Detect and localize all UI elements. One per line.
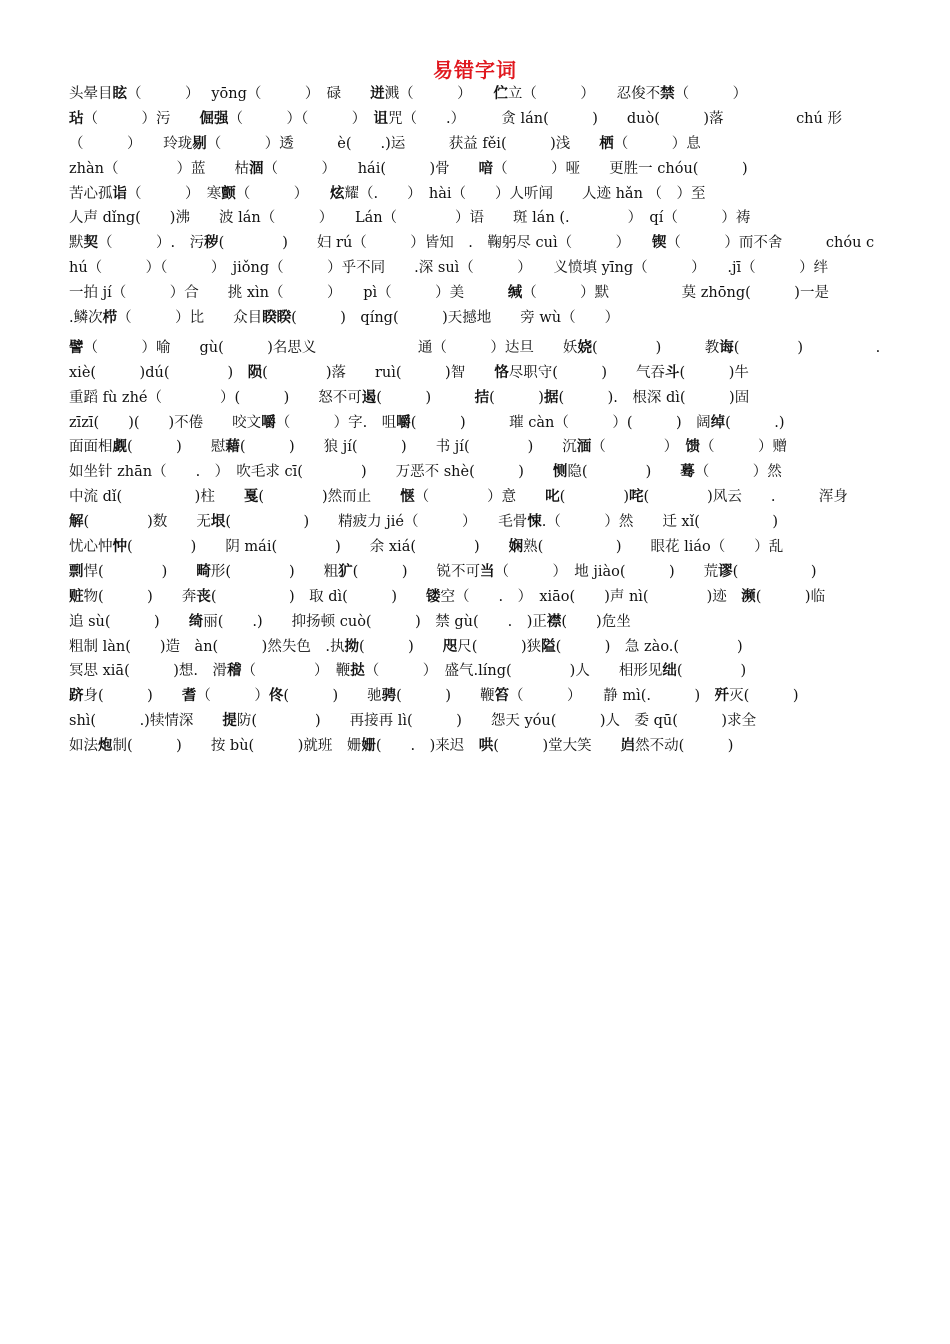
target-character: 缄	[507, 285, 523, 302]
word-line: 默契（ ）. 污秽( ) 妇 rú（ ）皆知 . 鞠躬尽 cuì（ ） 锲（ ）而不舍 chóu c	[69, 235, 875, 252]
word-line: 面面相觑( ) 慰藉( ) 狼 jí( ) 书 jí( ) 沉湎（ ） 馈（ ）赠	[69, 439, 788, 456]
target-character: 畸	[196, 563, 211, 580]
target-character: 秽	[204, 235, 219, 252]
target-character: 耆	[181, 688, 197, 705]
word-line: shì( .)犊情深 提防( ) 再接再 lì( ) 怨天 yóu( )人 委 qū( )求全	[69, 713, 757, 730]
target-character: 忡	[112, 539, 127, 556]
word-list	[69, 82, 905, 759]
target-character: 譬	[69, 339, 84, 356]
target-character: 契	[83, 235, 98, 252]
target-character: 伫	[493, 86, 508, 102]
target-character: 颤	[221, 185, 236, 202]
target-character: 拮	[474, 389, 490, 406]
target-character: 犷	[338, 563, 353, 580]
target-character: 玷	[69, 110, 84, 127]
word-line: 人声 dǐng( )沸 波 lán（ ） Lán（ ）语 斑 lán (. ） qí（ ）祷	[69, 210, 751, 227]
target-character: 解	[69, 514, 84, 531]
word-line: 如坐针 zhān（ . ） 吹毛求 cī( ) 万恶不 shè( ) 恻隐( ) 蓦（ ）然	[69, 464, 782, 481]
target-character: 岿	[620, 738, 636, 755]
target-character: 馈	[685, 439, 701, 456]
target-character: 拗	[344, 638, 359, 655]
word-line: xiè( )dú( ) 陨( )落 ruì( )智 恪尽职守( ) 气吞斗( )牛	[69, 364, 749, 381]
target-character: 当	[479, 563, 495, 580]
target-character: 跻	[69, 688, 84, 705]
target-character: 睽睽	[262, 310, 292, 327]
target-character: 叱	[545, 489, 560, 506]
target-character: 咫	[442, 638, 458, 655]
word-line: hú（ ）（ ） jiǒng（ ）乎不同 .深 suì（ ） 义愤填 yīng（ ） .jī（ ）绊	[69, 260, 829, 277]
word-line: 赃物( ) 奔丧( ) 取 dì( ) 镂空（ . ） xiāo( )声 nì( )迹 濒( )临	[69, 588, 826, 605]
word-line: .鳞次栉（ ）比 众目睽睽( ) qíng( )天撼地 旁 wù（ ）	[69, 310, 620, 327]
target-character: 诲	[719, 339, 734, 356]
word-line: 粗制 làn( )造 àn( )然失色 .执拗( ) 咫尺( )狭隘( ) 急 zào.( )	[69, 638, 743, 655]
target-character: 骋	[381, 688, 397, 705]
target-character: 嚼	[396, 414, 411, 431]
word-line: 重蹈 fù zhé（ ）( ) 怒不可遏( ) 拮( )据( ). 根深 dì( )固	[69, 389, 750, 406]
target-character: 濒	[741, 588, 756, 605]
target-character: 剔	[192, 135, 207, 152]
word-line: 玷（ ）污 倔强（ ）（ ） 诅咒（ .） 贪 lán( ) duò( )落 chú 形	[69, 110, 842, 127]
target-character: 眩	[112, 86, 127, 102]
target-character: 丧	[196, 588, 211, 605]
target-character: 提	[222, 713, 237, 730]
target-character: 诅	[373, 110, 388, 127]
word-line: 头晕目眩（ ） yōng（ ） 碌 迸溅（ ） 伫立（ ） 忍俊不禁（ ）	[69, 86, 748, 102]
target-character: 惬	[400, 489, 415, 506]
target-character: 赃	[69, 588, 84, 605]
page-title: 易错字词	[433, 58, 517, 82]
target-character: 藉	[225, 439, 240, 456]
target-character: 据	[543, 389, 559, 406]
target-character: 炫	[330, 185, 345, 202]
target-character: 绮	[188, 613, 204, 630]
target-character: 喑	[478, 160, 494, 177]
target-character: 斗	[665, 364, 680, 381]
word-line: 解( )数 无垠( ) 精疲力 jié（ ） 毛骨悚.（ ）然 迁 xǐ( )	[69, 514, 779, 531]
target-character: 娴	[508, 539, 524, 556]
target-character: 悚	[527, 514, 542, 531]
target-character: 姗	[361, 738, 376, 755]
target-character: 咤	[629, 489, 644, 506]
target-character: 锲	[651, 235, 667, 252]
word-line: （ ） 玲珑剔（ ）透 è( .)运 获益 fěi( )浅 栖（ ）息	[69, 135, 701, 152]
target-character: 陨	[247, 364, 263, 381]
target-character: 挞	[350, 663, 365, 680]
word-line: 如法炮制( ) 按 bù( )就班 姗姗( . )来迟 哄( )堂大笑 岿然不动( )	[69, 738, 734, 755]
target-character: 垠	[210, 514, 226, 531]
target-character: 绰	[710, 414, 726, 431]
target-character: 炮	[98, 738, 113, 755]
word-line: 中流 dǐ( )柱 戛( )然而止 惬（ ）意 叱( )咤( )风云 . 浑身	[69, 489, 848, 506]
target-character: 嚼	[261, 414, 276, 431]
word-line: 剽悍( ) 畸形( ) 粗犷( ) 锐不可当（ ） 地 jiào( ) 荒谬( )	[69, 563, 817, 580]
target-character: 佟	[268, 688, 284, 705]
target-character: 隘	[541, 638, 556, 655]
target-character: 哄	[478, 738, 494, 755]
target-character: 蓦	[680, 464, 695, 481]
target-character: 遏	[361, 389, 377, 406]
target-character: 恻	[552, 464, 568, 481]
target-character: 禁	[660, 86, 675, 102]
target-character: 绌	[662, 663, 677, 680]
target-character: 涸	[248, 160, 264, 177]
word-line: 冥思 xiā( )想. 滑稽（ ） 鞭挞（ ） 盛气.líng( )人 相形见绌( )	[69, 663, 747, 680]
target-character: 剽	[69, 563, 84, 580]
target-character: 笞	[494, 688, 509, 705]
target-character: 谬	[718, 563, 733, 580]
target-character: 戛	[243, 489, 259, 506]
target-character: 湎	[576, 439, 592, 456]
target-character: 襟	[546, 613, 562, 630]
word-line: 忧心忡忡( ) 阴 mái( ) 余 xiá( ) 娴熟( ) 眼花 liáo（ ）乱	[69, 539, 784, 556]
target-character: 歼	[714, 688, 730, 705]
target-character: 栖	[599, 135, 614, 152]
word-line: zīzī( )( )不倦 咬文嚼（ ）字. 咀嚼( ) 璀 càn（ ）( ) 阔绰( .)	[69, 414, 785, 431]
target-character: 倔强	[199, 110, 229, 127]
word-line: 一拍 jí（ ）合 挑 xìn（ ） pì（ ）美 缄（ ）默 莫 zhōng( )一是	[69, 285, 829, 302]
target-character: 稽	[227, 663, 242, 680]
word-line: 追 sù( ) 绮丽( .) 抑扬顿 cuò( ) 禁 gù( . )正襟( )危坐	[69, 613, 631, 630]
target-character: 觑	[112, 439, 127, 456]
target-character: 恪	[494, 364, 509, 381]
word-line: zhàn（ ）蓝 枯涸（ ） hái( )骨 喑（ ）哑 更胜一 chóu( )	[69, 160, 748, 177]
target-character: 迸	[370, 86, 385, 102]
word-line: 跻身( ) 耆（ ）佟( ) 驰骋( ) 鞭笞（ ） 静 mì(. ) 歼灭( )	[69, 688, 799, 705]
target-character: 镂	[425, 588, 441, 605]
target-character: 诣	[112, 185, 127, 202]
target-character: 栉	[102, 310, 118, 327]
word-line: 譬（ ）喻 gù( )名思义 通（ ）达旦 妖娆( ) 教诲( ) .	[69, 339, 881, 356]
word-line: 苦心孤诣（ ） 寒颤（ ） 炫耀（. ） hài（ ）人听闻 人迹 hǎn （ ）至	[69, 185, 706, 202]
target-character: 娆	[577, 339, 592, 356]
